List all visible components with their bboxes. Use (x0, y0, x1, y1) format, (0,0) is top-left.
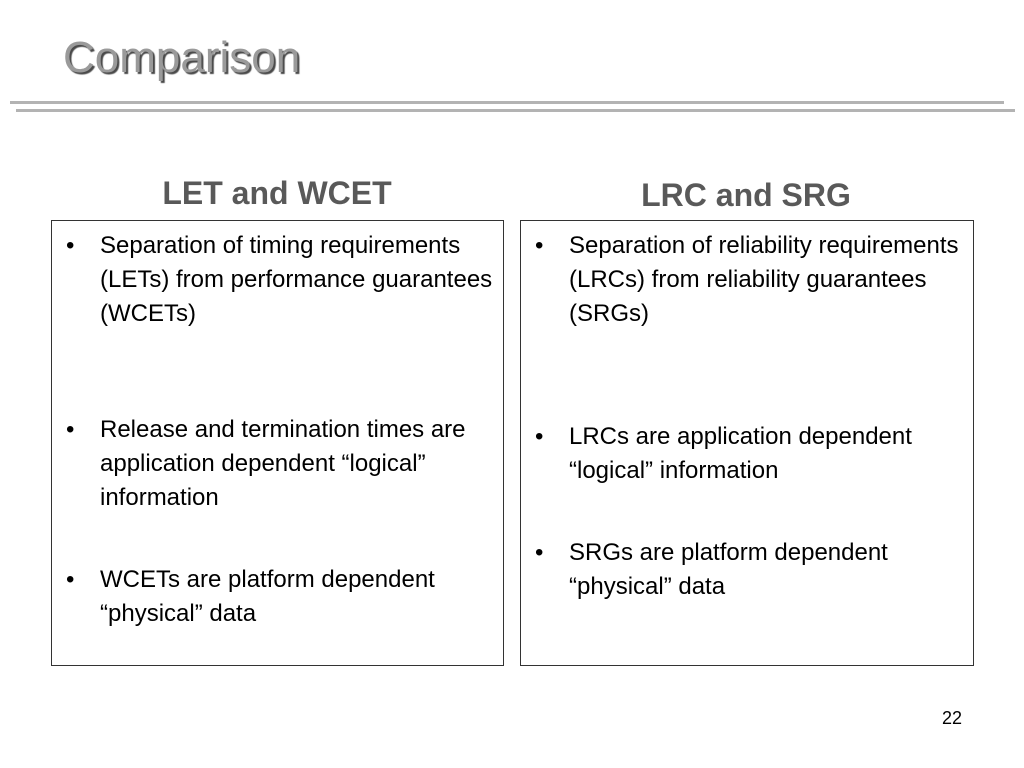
page-number: 22 (941, 708, 962, 728)
left-column-box (51, 220, 504, 666)
list-item (60, 229, 495, 331)
list-item (529, 420, 965, 488)
list-item (60, 563, 495, 631)
bullet-marker: • (66, 416, 75, 443)
list-item (60, 413, 495, 515)
right-column-heading: LRC and SRG (641, 177, 851, 213)
slide-title: Comparison (63, 33, 301, 82)
bullet-text: Release and termination times are application dependent “logical” information (100, 416, 466, 511)
title-rule-bottom (16, 109, 1015, 112)
list-item (529, 229, 965, 331)
bullet-marker: • (535, 232, 544, 259)
bullet-text: SRGs are platform dependent “physical” data (569, 539, 888, 600)
bullet-marker: • (535, 539, 544, 566)
left-column-heading: LET and WCET (162, 175, 392, 211)
bullet-marker: • (66, 566, 75, 593)
list-item (529, 536, 965, 604)
bullet-marker: • (66, 232, 75, 259)
bullet-text: LRCs are application dependent “logical” information (569, 423, 912, 484)
bullet-text: Separation of reliability requirements (LRCs) from reliability guarantees (SRGs) (569, 232, 959, 327)
bullet-text: WCETs are platform dependent “physical” data (100, 566, 435, 627)
right-column-box (520, 220, 974, 666)
title-rule-top (10, 101, 1004, 104)
bullet-marker: • (535, 423, 544, 450)
bullet-text: Separation of timing requirements (LETs) from performance guarantees (WCETs) (100, 232, 493, 327)
